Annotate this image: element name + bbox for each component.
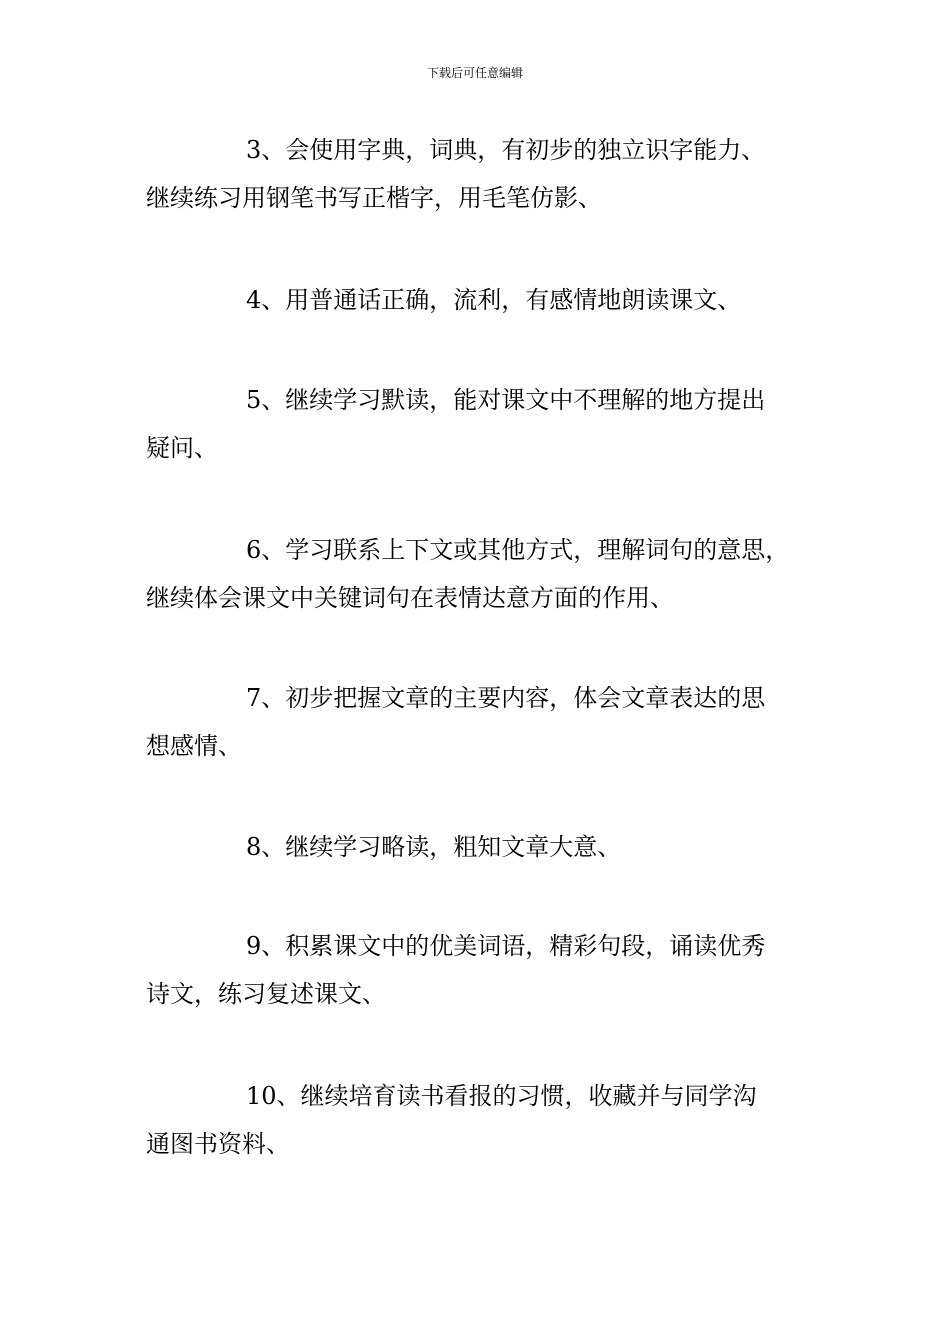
paragraph-line: 继续练习用钢笔书写正楷字，用毛笔仿影、 [146,184,602,212]
list-item-4 [146,276,836,324]
list-item-10 [146,1072,836,1168]
paragraph-line: 继续体会课文中关键词句在表情达意方面的作用、 [146,584,674,612]
paragraph-line: 通图书资料、 [146,1130,290,1158]
paragraph-line: 疑问、 [146,434,218,462]
paragraph-line: 8、继续学习略读，粗知文章大意、 [246,833,622,861]
paragraph-line: 5、继续学习默读，能对课文中不理解的地方提出 [246,386,766,414]
paragraph-line: 诗文，练习复述课文、 [146,980,386,1008]
paragraph-line: 6、学习联系上下文或其他方式，理解词句的意思， [246,536,790,564]
paragraph-line: 想感情、 [146,732,242,760]
list-item-6 [146,526,836,622]
paragraph-line: 10、继续培育读书看报的习惯，收藏并与同学沟 [246,1082,757,1110]
list-item-8 [146,823,836,871]
paragraph-line: 4、用普通话正确，流利，有感情地朗读课文、 [246,286,742,314]
paragraph-line: 3、会使用字典，词典，有初步的独立识字能力、 [246,136,766,164]
list-item-3 [146,126,836,222]
page-header: 下载后可任意编辑 [426,66,523,80]
paragraph-line: 9、积累课文中的优美词语，精彩句段，诵读优秀 [246,932,766,960]
paragraph-line: 7、初步把握文章的主要内容，体会文章表达的思 [246,684,766,712]
list-item-7 [146,674,836,770]
list-item-5 [146,376,836,472]
list-item-9 [146,922,836,1018]
